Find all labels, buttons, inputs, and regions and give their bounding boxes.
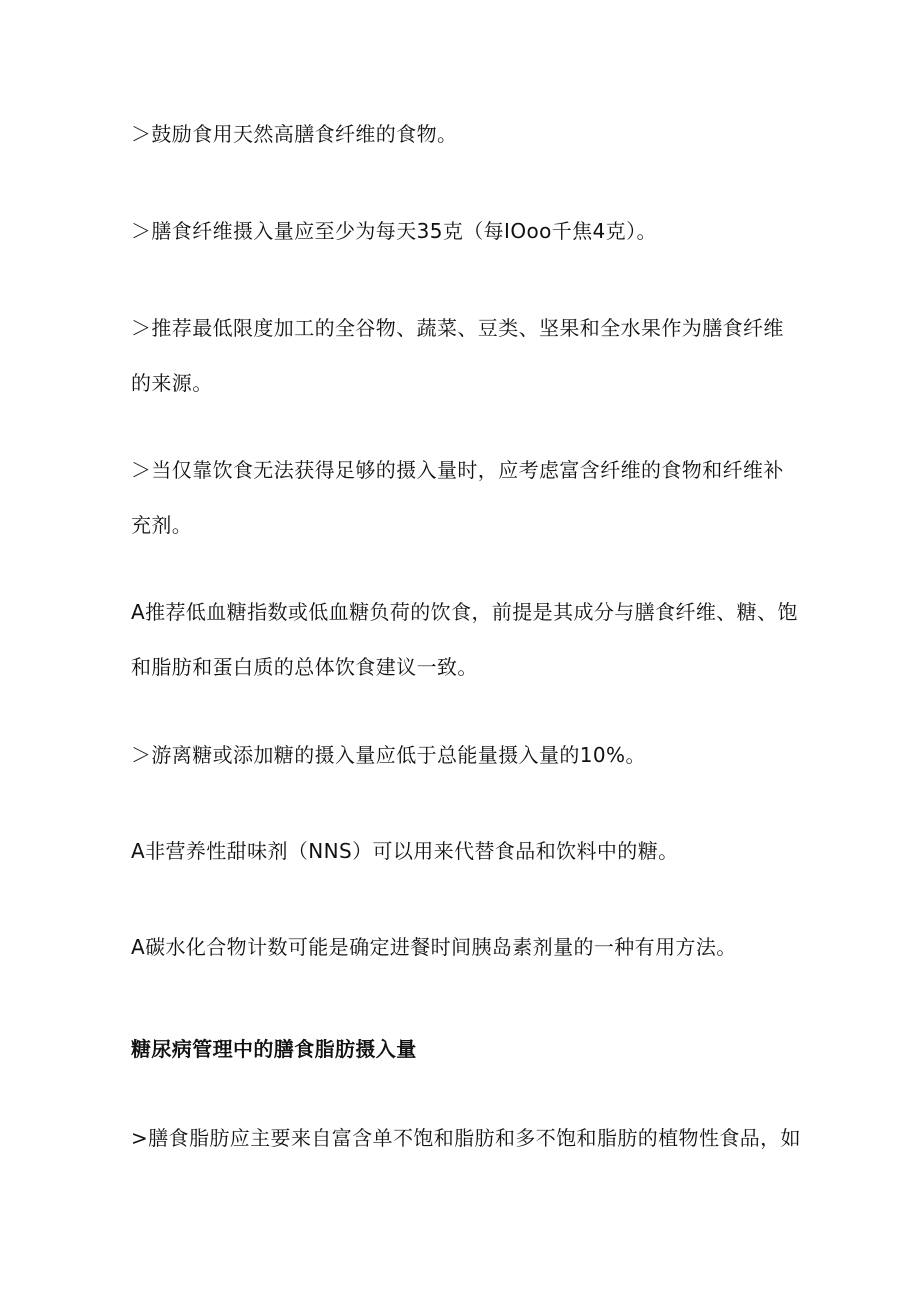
paragraph-sweeteners bbox=[131, 824, 796, 879]
paragraph-line: >膳食脂肪应主要来自富含单不饱和脂肪和多不饱和脂肪的植物性食品，如 bbox=[131, 1126, 801, 1150]
paragraph-line: 充剂。 bbox=[131, 513, 193, 537]
paragraph-dietary-fat bbox=[131, 1111, 801, 1166]
paragraph-line: 的来源。 bbox=[131, 371, 213, 395]
paragraph-line: A非营养性甜味剂（NNS）可以用来代替食品和饮料中的糖。 bbox=[131, 839, 679, 863]
section-heading: 糖尿病管理中的膳食脂肪摄入量 bbox=[131, 1037, 417, 1061]
paragraph-line: ＞膳食纤维摄入量应至少为每天35克（每IOoo千焦4克）。 bbox=[131, 219, 657, 243]
paragraph-line: A碳水化合物计数可能是确定进餐时间胰岛素剂量的一种有用方法。 bbox=[131, 935, 737, 959]
paragraph-line: ＞鼓励食用天然高膳食纤维的食物。 bbox=[131, 122, 458, 146]
paragraph-carb-counting bbox=[131, 920, 796, 975]
paragraph-free-sugar bbox=[131, 728, 796, 783]
paragraph-fiber-supplements bbox=[131, 443, 796, 553]
paragraph-fiber-foods bbox=[131, 107, 796, 162]
paragraph-line: ＞推荐最低限度加工的全谷物、蔬菜、豆类、坚果和全水果作为膳食纤维 bbox=[131, 316, 784, 340]
paragraph-fiber-sources bbox=[131, 301, 796, 411]
paragraph-glycemic-index bbox=[131, 585, 796, 695]
paragraph-line: A推荐低血糖指数或低血糖负荷的饮食，前提是其成分与膳食纤维、糖、饱 bbox=[131, 600, 798, 624]
paragraph-line: ＞游离糖或添加糖的摄入量应低于总能量摄入量的10%。 bbox=[131, 743, 646, 767]
paragraph-line: 和脂肪和蛋白质的总体饮食建议一致。 bbox=[131, 655, 478, 679]
paragraph-line: ＞当仅靠饮食无法获得足够的摄入量时，应考虑富含纤维的食物和纤维补 bbox=[131, 458, 784, 482]
paragraph-fiber-intake bbox=[131, 204, 796, 259]
